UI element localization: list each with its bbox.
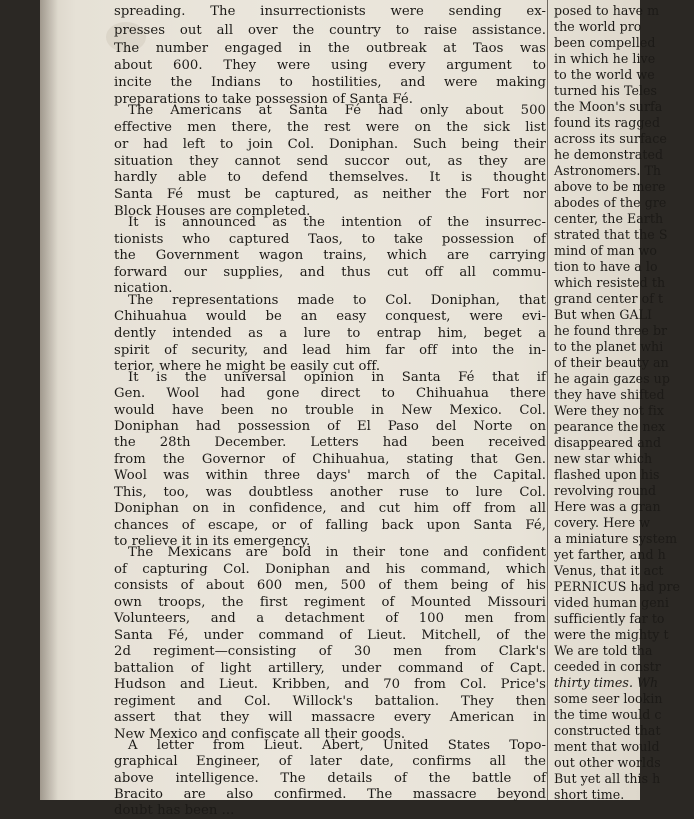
side-column-line: grand center of t xyxy=(554,291,664,306)
side-column-line: disappeared and xyxy=(554,435,662,450)
main-column-line: 2d regiment—consisting of 30 men from Clark's xyxy=(114,644,546,659)
side-column-line: the time would c xyxy=(554,707,662,722)
side-column-line: to the world we xyxy=(554,67,655,82)
main-column-line: nication. xyxy=(114,281,173,296)
main-column-line: The representations made to Col. Doniphan, that xyxy=(128,293,546,308)
side-column-line: covery. Here w xyxy=(554,515,651,530)
side-column-line: sufficiently far to xyxy=(554,611,665,626)
main-article-column xyxy=(114,0,546,818)
main-column-line: presses out all over the country to raise assistance. xyxy=(114,23,546,38)
main-column-line: assert that they will massacre every American in xyxy=(114,710,546,725)
main-column-line: graphical Engineer, of later date, confirms all the xyxy=(114,754,546,769)
main-column-line: from the Governor of Chihuahua, stating that Gen. xyxy=(114,452,546,467)
side-column-line: constructed that xyxy=(554,723,661,738)
side-column-line: of their beauty an xyxy=(554,355,669,370)
side-column-line: Here was a gran xyxy=(554,499,661,514)
main-column-line: Block Houses are completed. xyxy=(114,204,311,219)
main-column-line: chances of escape, or of falling back upon Santa Fé, xyxy=(114,518,546,533)
main-column-line: situation they cannot send succor out, as they are xyxy=(114,154,546,169)
main-column-line: or had left to join Col. Doniphan. Such being their xyxy=(114,137,546,152)
main-column-line: above intelligence. The details of the battle of xyxy=(114,771,546,786)
main-column-line: It is the universal opinion in Santa Fé that if xyxy=(128,370,546,385)
side-column-line: tion to have a lo xyxy=(554,259,658,274)
side-column-line: he found three br xyxy=(554,323,668,338)
main-column-line: terior, where he might be easily cut off. xyxy=(114,359,381,374)
main-column-line: A letter from Lieut. Abert, United States Topo- xyxy=(128,738,546,753)
side-column-line: above to be mere xyxy=(554,179,666,194)
newspaper-page xyxy=(40,0,681,818)
main-column-line: consists of about 600 men, 500 of them being of his xyxy=(114,578,546,593)
side-column-line: revolving round xyxy=(554,483,657,498)
side-column-line: But when GALI xyxy=(554,307,653,322)
side-column-line: were the mighty t xyxy=(554,627,669,642)
side-column-line: in which he live xyxy=(554,51,656,66)
side-column-line: ment that would xyxy=(554,739,660,754)
main-column-line: battalion of light artillery, under command of Capt. xyxy=(114,661,546,676)
main-column-line: dently intended as a lure to entrap him, beget a xyxy=(114,326,546,341)
side-column-line: across its surface xyxy=(554,131,667,146)
side-column-line: he again gazes up xyxy=(554,371,670,386)
side-column-line: out other worlds xyxy=(554,755,661,770)
main-column-line: would have been no trouble in New Mexico. Col. xyxy=(114,403,546,418)
side-column-line: But yet all this h xyxy=(554,771,661,786)
main-column-line: preparations to take possession of Santa Fé. xyxy=(114,92,413,107)
main-column-line: Doniphan had possession of El Paso del Norte on xyxy=(114,419,546,434)
main-column-line: own troops, the first regiment of Mounted Missouri xyxy=(114,595,546,610)
main-column-line: The number engaged in the outbreak at Taos was xyxy=(114,41,546,56)
side-column-line: ceeded in constr xyxy=(554,659,661,674)
main-column-line: This, too, was doubtless another ruse to lure Col. xyxy=(114,485,546,500)
main-column-line: The Americans at Santa Fé had only about 500 xyxy=(128,103,546,118)
side-column-line: pearance the nex xyxy=(554,419,666,434)
main-column-line: the Government wagon trains, which are carrying xyxy=(114,248,546,263)
main-column-line: spreading. The insurrectionists were sending ex- xyxy=(114,4,546,19)
main-column-line: about 600. They were using every argument to xyxy=(114,58,546,73)
side-column-line: mind of man wo xyxy=(554,243,658,258)
main-column-line: of capturing Col. Doniphan and his command, which xyxy=(114,562,546,577)
side-column-line: PERNICUS had pre xyxy=(554,579,681,594)
side-column-line: posed to have m xyxy=(554,3,660,18)
main-column-line: Santa Fé must be captured, as neither the Fort nor xyxy=(114,187,546,202)
main-column-line: New Mexico and confiscate all their goods. xyxy=(114,727,406,742)
main-column-line: Wool was within three days' march of the Capital. xyxy=(114,468,546,483)
main-column-line: hardly able to defend themselves. It is thought xyxy=(114,170,546,185)
side-column-line: yet farther, and h xyxy=(554,547,666,562)
main-column-line: regiment and Col. Willock's battalion. They then xyxy=(114,694,546,709)
side-column-line: Astronomers. Th xyxy=(554,163,662,178)
side-column-line: turned his Teles xyxy=(554,83,658,98)
side-column-line: the world pro xyxy=(554,19,642,34)
main-column-line: Volunteers, and a detachment of 100 men from xyxy=(114,611,546,626)
main-column-line: The Mexicans are bold in their tone and confident xyxy=(128,545,546,560)
side-column-line: We are told tha xyxy=(554,643,653,658)
side-column-line: some seer lookin xyxy=(554,691,663,706)
main-column-line: tionists who captured Taos, to take possession of xyxy=(114,232,546,247)
side-column-line: short time. xyxy=(554,787,625,802)
main-column-line: Gen. Wool had gone direct to Chihuahua there xyxy=(114,386,546,401)
side-column-line: found its ragged xyxy=(554,115,661,130)
main-column-line: doubt has been ... xyxy=(114,803,235,818)
side-column-line: they have shifted xyxy=(554,387,665,402)
main-column-line: Chihuahua would be an easy conquest, were evi- xyxy=(114,309,546,324)
main-column-line: effective men there, the rest were on the sick list xyxy=(114,120,546,135)
main-column-line: forward our supplies, and thus cut off all commu- xyxy=(114,265,546,280)
side-column-line: Venus, that it act xyxy=(554,563,664,578)
side-column-line: been compelled xyxy=(554,35,656,50)
side-column-line: to the planet whi xyxy=(554,339,664,354)
main-column-line: Bracito are also confirmed. The massacre beyond xyxy=(114,787,546,802)
right-article-column xyxy=(554,0,694,800)
main-column-line: incite the Indians to hostilities, and were making xyxy=(114,75,546,90)
column-rule xyxy=(547,0,548,800)
side-column-line: flashed upon his xyxy=(554,467,660,482)
main-column-line: the 28th December. Letters had been received xyxy=(114,435,546,450)
side-column-line: he demonstrated xyxy=(554,147,664,162)
side-column-line: abodes of the gre xyxy=(554,195,667,210)
side-column-line: which resisted th xyxy=(554,275,666,290)
side-column-line: vided human geni xyxy=(554,595,669,610)
main-column-line: spirit of security, and lead him far off into the in- xyxy=(114,343,546,358)
side-column-line: thirty times. Wh xyxy=(554,675,659,690)
side-column-line: new star which xyxy=(554,451,653,466)
side-column-line: the Moon's surfa xyxy=(554,99,663,114)
side-column-line: Were they not fix xyxy=(554,403,664,418)
main-column-line: It is announced as the intention of the insurrec- xyxy=(128,215,546,230)
main-column-line: Santa Fé, under command of Lieut. Mitchell, of the xyxy=(114,628,546,643)
main-column-line: Doniphan on in confidence, and cut him off from all xyxy=(114,501,546,516)
main-column-line: Hudson and Lieut. Kribben, and 70 from Col. Price's xyxy=(114,677,546,692)
side-column-line: strated that the S xyxy=(554,227,668,242)
side-column-line: center, the Earth xyxy=(554,211,664,226)
main-column-line: to relieve it in its emergency. xyxy=(114,534,311,549)
side-column-line: a miniature system xyxy=(554,531,678,546)
